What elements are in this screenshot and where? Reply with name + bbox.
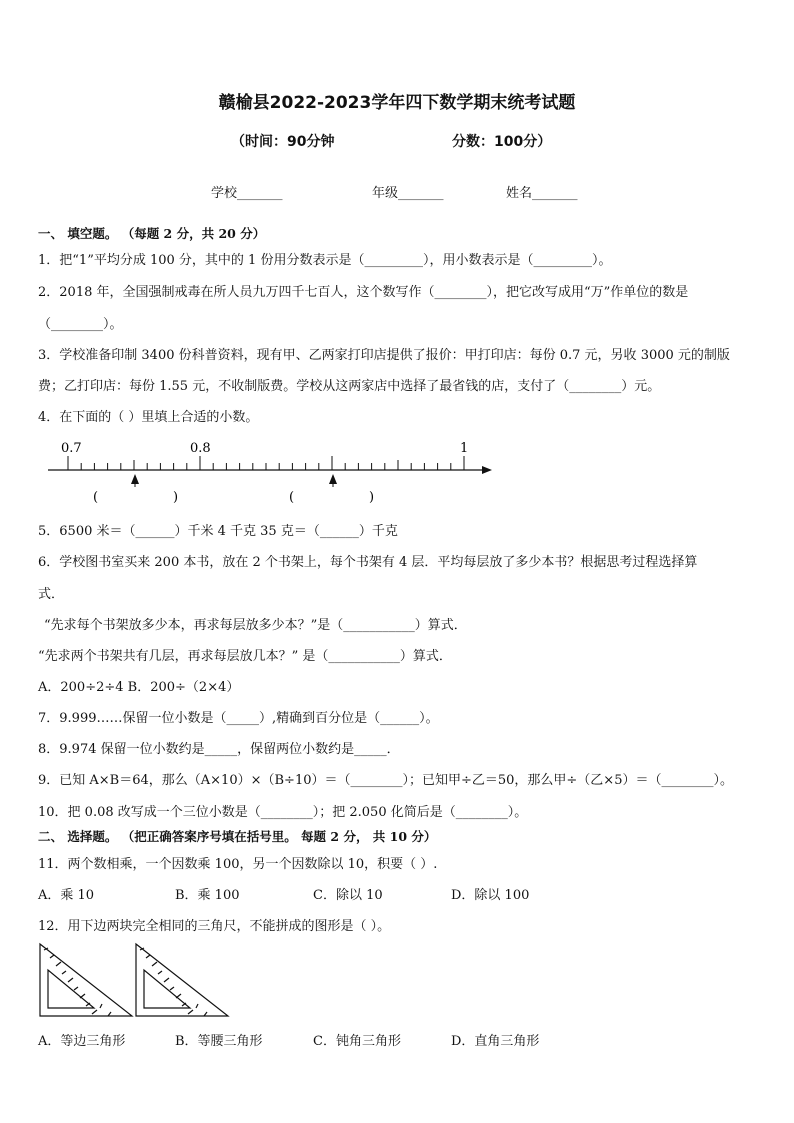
set-square-1	[40, 944, 132, 1016]
question-2: 2．2018 年，全国强制戒毒在所人员九万四千七百人，这个数写作（________），把它改写成用“万”作单位的数是	[38, 285, 689, 300]
q11-option-b: B．乘 100	[175, 888, 240, 903]
question-9: 9．已知 A×B＝64，那么（A×10）×（B÷10）＝（________）；已知甲÷乙＝50，那么甲÷（乙×5）＝（________）。	[38, 773, 733, 788]
q12-option-a: A．等边三角形	[38, 1034, 126, 1049]
question-8: 8．9.974 保留一位小数约是_____，保留两位小数约是_____．	[38, 742, 400, 757]
name-field: 姓名_______	[506, 186, 578, 201]
question-6-cont: 式．	[38, 587, 65, 602]
blank-2-open: (	[289, 490, 295, 505]
question-1: 1．把“1”平均分成 100 分，其中的 1 份用分数表示是（_________），用小数表示是（_________）。	[38, 253, 612, 268]
q12-option-b: B．等腰三角形	[175, 1034, 263, 1049]
q11-option-a: A．乘 10	[38, 888, 95, 903]
q12-option-d: D．直角三角形	[451, 1034, 540, 1049]
number-line-label-0.8: 0.8	[190, 441, 211, 456]
section-choice: 二、 选择题。 （把正确答案序号填在括号里。 每题 2 分， 共 10 分）	[38, 829, 437, 844]
question-3-cont: 费；乙打印店：每份 1.55 元，不收制版费。学校从这两家店中选择了最省钱的店，支付了（________）元。	[38, 379, 661, 394]
question-6-method-2: “先求两个书架共有几层，再求每层放几本？” 是（___________）算式．	[38, 649, 452, 664]
set-square-2	[136, 944, 228, 1016]
page-title: 赣榆县2022-2023学年四下数学期末统考试题	[218, 93, 576, 113]
blank-2-close: )	[369, 490, 375, 505]
number-line	[40, 436, 500, 506]
school-field: 学校_______	[211, 186, 283, 201]
exam-score: 分数：100分）	[452, 134, 552, 150]
question-12: 12．用下边两块完全相同的三角尺，不能拼成的图形是（ ）。	[38, 919, 391, 934]
question-4: 4．在下面的（ ）里填上合适的小数。	[38, 410, 259, 425]
question-2-cont: （________）。	[38, 317, 123, 332]
number-line-arrowhead	[482, 466, 492, 474]
q11-option-c: C．除以 10	[313, 888, 383, 903]
number-line-label-0.7: 0.7	[61, 441, 82, 456]
number-line-ticks	[68, 456, 464, 470]
exam-time: （时间：90分钟	[231, 134, 335, 150]
number-line-label-1: 1	[460, 441, 469, 456]
question-10: 10．把 0.08 改写成一个三位小数是（________）；把 2.050 化简后是（________）。	[38, 805, 528, 820]
q12-option-c: C．钝角三角形	[313, 1034, 401, 1049]
question-3: 3．学校准备印制 3400 份科普资料，现有甲、乙两家打印店提供了报价：甲打印店：每份 0.7 元，另收 3000 元的制版	[38, 348, 730, 363]
question-11: 11．两个数相乘，一个因数乘 100，另一个因数除以 10，积要（ ）.	[38, 857, 438, 872]
question-6-options: A．200÷2÷4 B．200÷（2×4）	[38, 680, 240, 695]
question-7: 7．9.999……保留一位小数是（_____）,精确到百分位是（______）。	[38, 711, 439, 726]
grade-field: 年级_______	[372, 186, 444, 201]
question-5: 5．6500 米＝（______）千米 4 千克 35 克＝（______）千克	[38, 524, 398, 539]
section-fill-blank: 一、 填空题。 （每题 2 分，共 20 分）	[38, 226, 266, 241]
q11-option-d: D．除以 100	[451, 888, 530, 903]
blank-1-open: (	[93, 490, 99, 505]
blank-1-close: )	[173, 490, 179, 505]
question-6-method-1: “先求每个书架放多少本，再求每层放多少本？”是（___________）算式．	[44, 618, 467, 633]
question-6: 6．学校图书室买来 200 本书，放在 2 个书架上，每个书架有 4 层．平均每层放了多少本书？根据思考过程选择算	[38, 555, 698, 570]
set-square-figure	[36, 940, 236, 1020]
